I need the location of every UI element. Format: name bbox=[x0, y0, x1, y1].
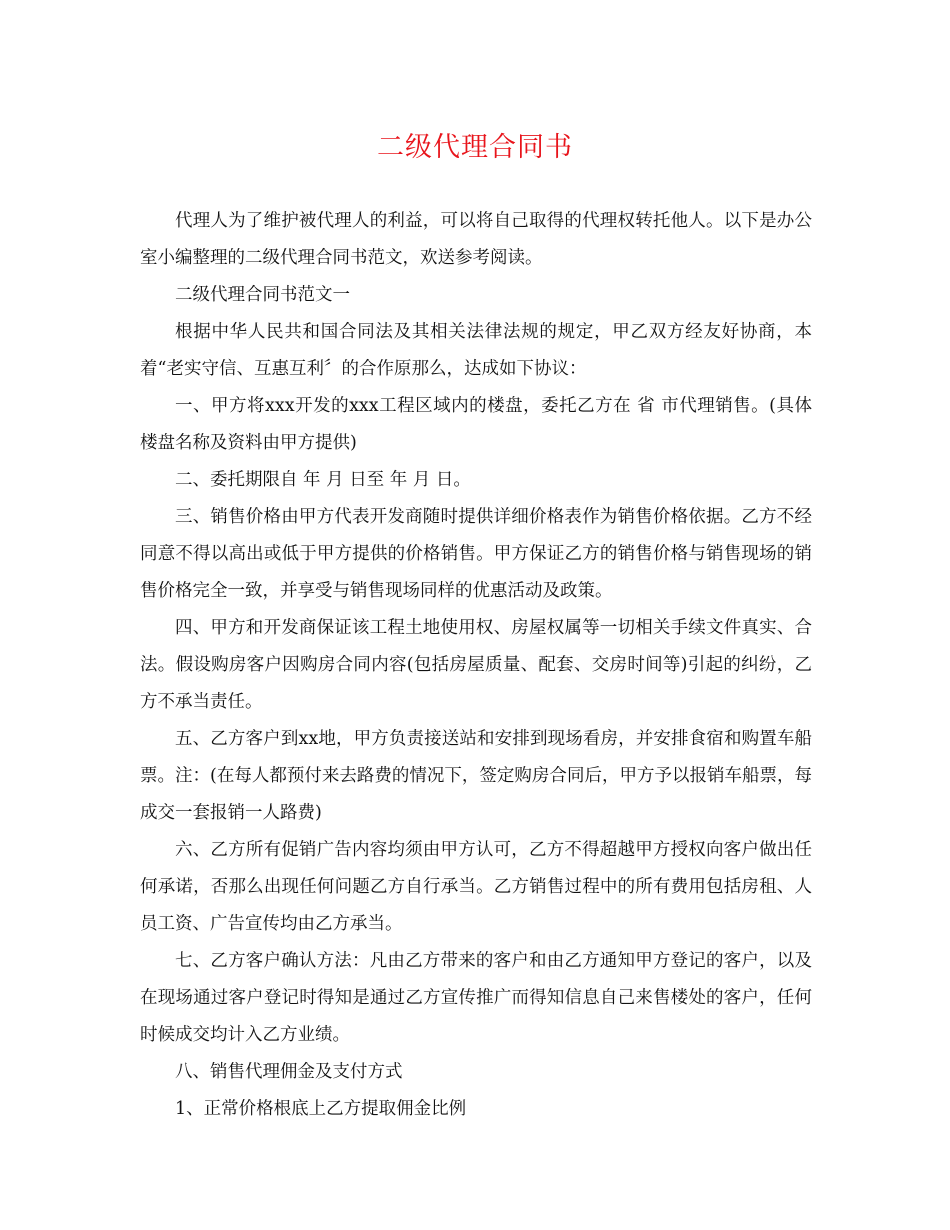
paragraph-clause-3: 三、销售价格由甲方代表开发商随时提供详细价格表作为销售价格依据。乙方不经同意不得以高出或低于甲方提供的价格销售。甲方保证乙方的销售价格与销售现场的销售价格完全一致，并享受与销售现场同样的优惠活动及政策。 bbox=[140, 507, 812, 601]
paragraph-clause-8: 八、销售代理佣金及支付方式 bbox=[175, 1062, 403, 1082]
paragraph-intro: 代理人为了维护被代理人的利益，可以将自己取得的代理权转托他人。以下是办公室小编整理的二级代理合同书范文，欢送参考阅读。 bbox=[140, 211, 812, 268]
document-title: 二级代理合同书 bbox=[377, 132, 573, 163]
paragraph-heading-sample-one: 二级代理合同书范文一 bbox=[175, 285, 350, 305]
paragraph-preamble: 根据中华人民共和国合同法及其相关法律法规的规定，甲乙双方经友好协商，本着“老实守信、互惠互利〞的合作原那么，达成如下协议： bbox=[140, 322, 812, 379]
paragraph-clause-1: 一、甲方将xxx开发的xxx工程区域内的楼盘，委托乙方在 省 市代理销售。(具体楼盘名称及资料由甲方提供) bbox=[140, 396, 812, 453]
paragraph-clause-4: 四、甲方和开发商保证该工程土地使用权、房屋权属等一切相关手续文件真实、合法。假设购房客户因购房合同内容(包括房屋质量、配套、交房时间等)引起的纠纷，乙方不承当责任。 bbox=[140, 618, 812, 712]
paragraph-clause-7: 七、乙方客户确认方法：凡由乙方带来的客户和由乙方通知甲方登记的客户，以及在现场通过客户登记时得知是通过乙方宣传推广而得知信息自己来售楼处的客户，任何时候成交均计入乙方业绩。 bbox=[140, 951, 812, 1045]
paragraph-clause-2: 二、委托期限自 年 月 日至 年 月 日。 bbox=[175, 470, 471, 490]
document-body bbox=[140, 203, 812, 1128]
paragraph-clause-5: 五、乙方客户到xx地，甲方负责接送站和安排到现场看房，并安排食宿和购置车船票。注：(在每人都预付来去路费的情况下，签定购房合同后，甲方予以报销车船票，每成交一套报销一人路费) bbox=[140, 729, 812, 823]
paragraph-subclause-1: 1、正常价格根底上乙方提取佣金比例 bbox=[175, 1099, 467, 1119]
paragraph-clause-6: 六、乙方所有促销广告内容均须由甲方认可，乙方不得超越甲方授权向客户做出任何承诺，否那么出现任何问题乙方自行承当。乙方销售过程中的所有费用包括房租、人员工资、广告宣传均由乙方承当。 bbox=[140, 840, 812, 934]
